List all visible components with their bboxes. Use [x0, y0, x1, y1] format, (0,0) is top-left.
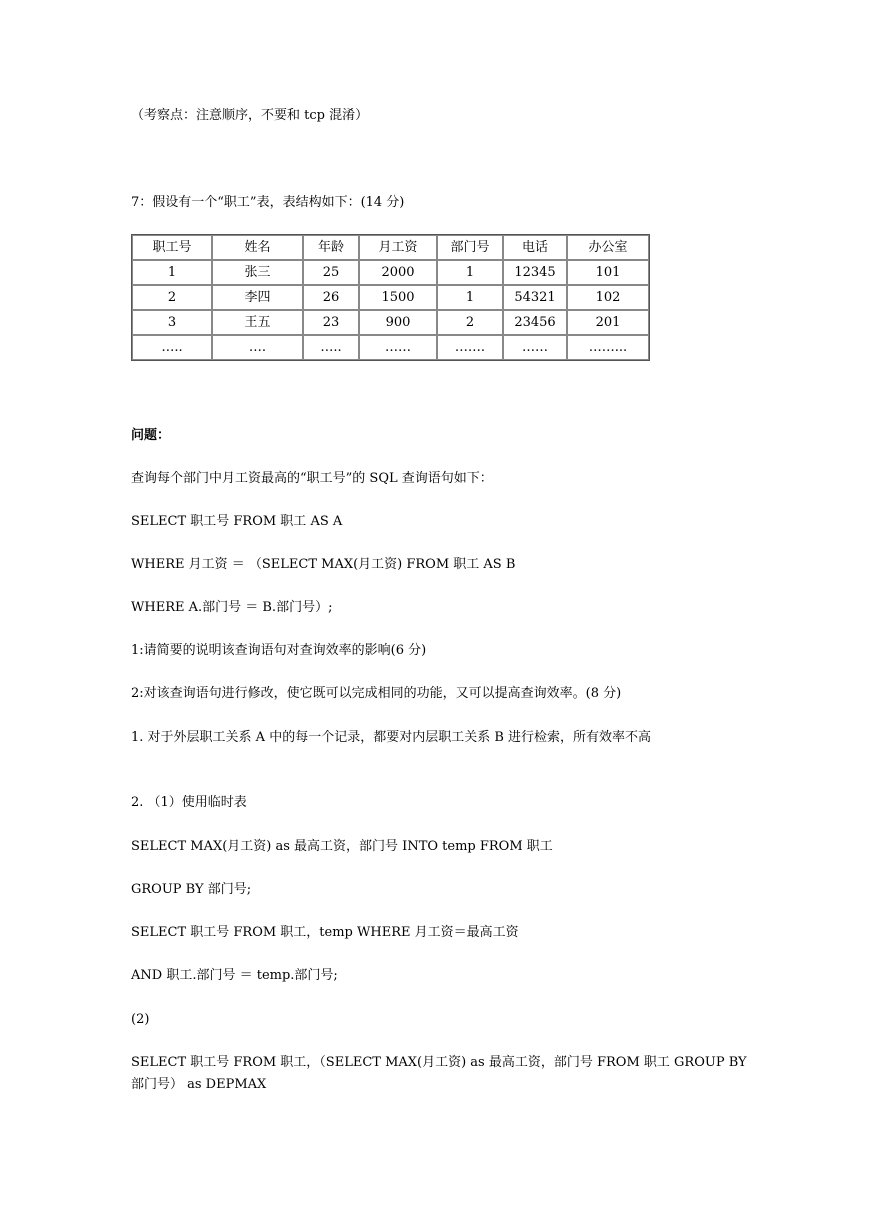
question-2: 2:对该查询语句进行修改，使它既可以完成相同的功能，又可以提高查询效率。(8 分)	[131, 686, 622, 701]
answer-1: 1. 对于外层职工关系 A 中的每一个记录，都要对内层职工关系 B 进行检索，所有效率不高	[131, 730, 652, 745]
table-cell: 3	[132, 310, 212, 335]
table-cell: 1	[437, 285, 503, 310]
table-cell: 26	[303, 285, 359, 310]
table-header-cell: 部门号	[437, 235, 503, 260]
table-cell: ….	[212, 335, 303, 360]
table-cell: ……	[503, 335, 567, 360]
table-cell: 23	[303, 310, 359, 335]
table-cell: 101	[567, 260, 649, 285]
sql-line: AND 职工.部门号 ＝ temp.部门号;	[131, 968, 338, 983]
table-cell: 54321	[503, 285, 567, 310]
question-1: 1:请简要的说明该查询语句对查询效率的影响(6 分)	[131, 643, 427, 658]
table-header-cell: 月工资	[359, 235, 437, 260]
table-cell: 王五	[212, 310, 303, 335]
answer-3: (2)	[131, 1012, 150, 1027]
table-cell: 2	[132, 285, 212, 310]
table-cell: ……...	[567, 335, 649, 360]
table-cell: 1500	[359, 285, 437, 310]
table-cell: 102	[567, 285, 649, 310]
table-row	[132, 260, 649, 285]
table-cell: …….	[437, 335, 503, 360]
table-header-cell: 姓名	[212, 235, 303, 260]
answer-2: 2. （1）使用临时表	[131, 795, 247, 810]
table-cell: 12345	[503, 260, 567, 285]
table-row	[132, 335, 649, 360]
table-cell: 900	[359, 310, 437, 335]
table-cell: ……	[359, 335, 437, 360]
sql-line: SELECT 职工号 FROM 职工，temp WHERE 月工资＝最高工资	[131, 925, 519, 940]
table-cell: …..	[132, 335, 212, 360]
table-cell: 2	[437, 310, 503, 335]
sql-line: WHERE A.部门号 ＝ B.部门号）;	[131, 600, 333, 615]
table-cell: 2000	[359, 260, 437, 285]
table-cell: 1	[437, 260, 503, 285]
table-header-cell: 电话	[503, 235, 567, 260]
table-cell: 张三	[212, 260, 303, 285]
table-cell: …..	[303, 335, 359, 360]
table-row	[132, 285, 649, 310]
table-cell: 李四	[212, 285, 303, 310]
table-header-cell: 职工号	[132, 235, 212, 260]
table-header-cell: 年龄	[303, 235, 359, 260]
sql-line: GROUP BY 部门号;	[131, 882, 252, 897]
sql-line: WHERE 月工资 ＝ （SELECT MAX(月工资) FROM 职工 AS B	[131, 557, 516, 572]
table-cell: 23456	[503, 310, 567, 335]
sql-line: SELECT 职工号 FROM 职工，（SELECT MAX(月工资) as 最高工资，部门号 FROM 职工 GROUP BY 部门号） as DEPMAX	[131, 1055, 747, 1092]
table-cell: 201	[567, 310, 649, 335]
query-description: 查询每个部门中月工资最高的“职工号”的 SQL 查询语句如下：	[131, 471, 493, 486]
table-header-cell: 办公室	[567, 235, 649, 260]
table-cell: 1	[132, 260, 212, 285]
table-header-row	[132, 235, 649, 260]
sql-line: SELECT 职工号 FROM 职工 AS A	[131, 514, 343, 529]
table-row	[132, 310, 649, 335]
note-text: （考察点：注意顺序，不要和 tcp 混淆）	[131, 108, 369, 123]
employee-table	[131, 234, 650, 361]
table-cell: 25	[303, 260, 359, 285]
question-intro: 7：假设有一个“职工”表，表结构如下：(14 分)	[131, 195, 405, 210]
sql-line: SELECT MAX(月工资) as 最高工资，部门号 INTO temp FROM 职工	[131, 839, 553, 854]
problem-heading: 问题：	[131, 428, 171, 443]
